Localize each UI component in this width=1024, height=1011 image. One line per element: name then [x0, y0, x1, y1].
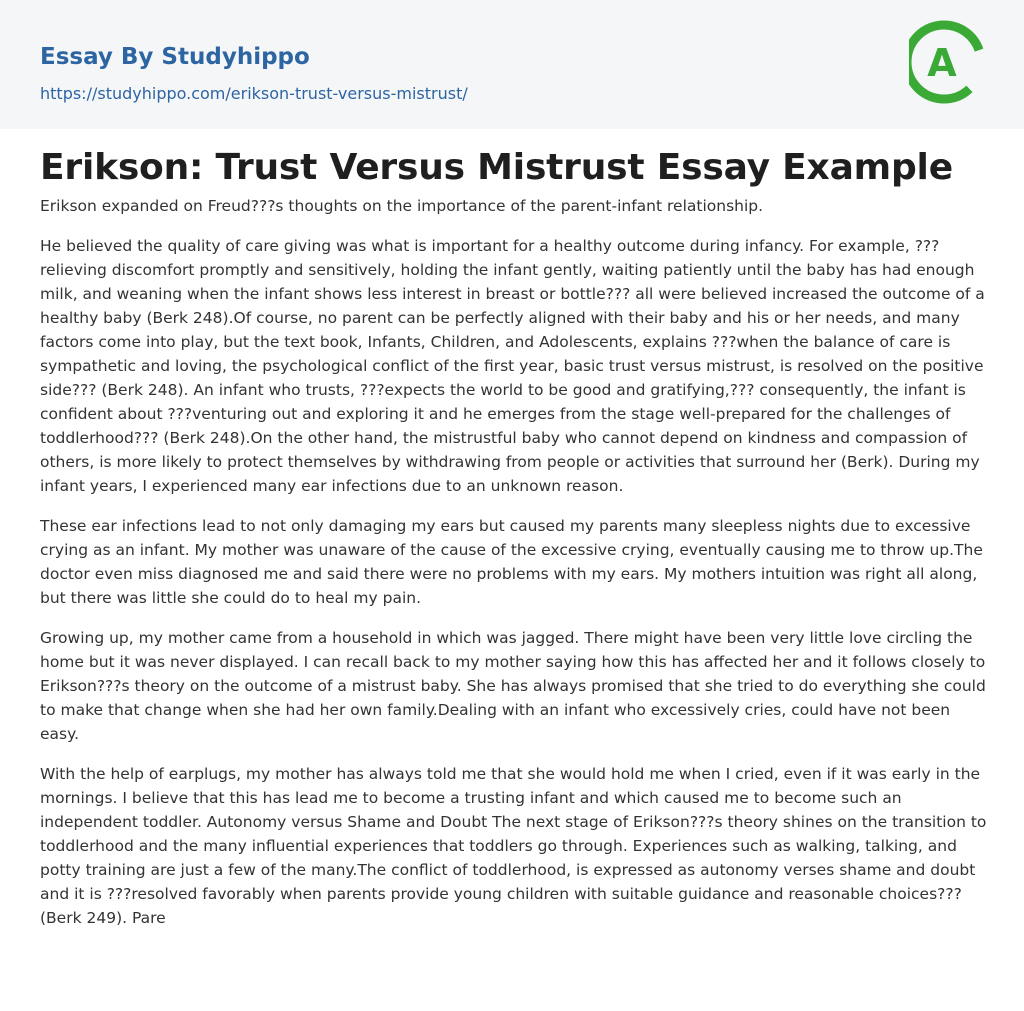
essay-body [40, 194, 988, 946]
essay-title: Erikson: Trust Versus Mistrust Essay Example [40, 147, 953, 188]
source-url-link[interactable]: https://studyhippo.com/erikson-trust-versus-mistrust/ [40, 84, 468, 103]
site-brand[interactable]: Essay By Studyhippo [40, 44, 310, 70]
essay-paragraph: With the help of earplugs, my mother has always told me that she would hold me when I cried, even if it was early in the mornings. I believe that this has lead me to become a trusting infant and which caused me to become such an independent toddler. Autonomy versus Shame and Doubt The next stage of Erikson???s theory shines on the transition to toddlerhood and the many influential experiences that toddlers go through. Experiences such as walking, talking, and potty training are just a few of the many.The conflict of toddlerhood, is expressed as autonomy verses shame and doubt and it is ???resolved favorably when parents provide young children with suitable guidance and reasonable choices??? (Berk 249). Pare [40, 765, 987, 927]
essay-paragraph: Erikson expanded on Freud???s thoughts on the importance of the parent-infant relationship. [40, 197, 764, 215]
logo-letter: A [927, 41, 957, 85]
essay-paragraph: He believed the quality of care giving was what is important for a healthy outcome during infancy. For example, ??? relieving discomfort promptly and sensitively, holding the infant gently, waiting patiently until the baby has had enough milk, and weaning when the infant shows less interest in breast or bottle??? all were believed increased the outcome of a healthy baby (Berk 248).Of course, no parent can be perfectly aligned with their baby and his or her needs, and many factors come into play, but the text book, Infants, Children, and Adolescents, explains ???when the balance of care is sympathetic and loving, the psychological conflict of the first year, basic trust versus mistrust, is resolved on the positive side??? (Berk 248). An infant who trusts, ???expects the world to be good and gratifying,??? consequently, the infant is confident about ???venturing out and exploring it and he emerges from the stage well-prepared for the challenges of toddlerhood??? (Berk 248).On the other hand, the mistrustful baby who cannot depend on kindness and compassion of others, is more likely to protect themselves by withdrawing from people or activities that surround her (Berk). During my infant years, I experienced many ear infections due to an unknown reason. [40, 237, 985, 495]
essay-paragraph: These ear infections lead to not only damaging my ears but caused my parents many sleepless nights due to excessive crying as an infant. My mother was unaware of the cause of the excessive crying, eventually causing me to throw up.The doctor even miss diagnosed me and said there were no problems with my ears. My mothers intuition was right all along, but there was little she could do to heal my pain. [40, 517, 983, 607]
essay-paragraph: Growing up, my mother came from a household in which was jagged. There might have been very little love circling the home but it was never displayed. I can recall back to my mother saying how this has affected her and it follows closely to Erikson???s theory on the outcome of a mistrust baby. She has always promised that she tried to do everything she could to make that change when she had her own family.Dealing with an infant who excessively cries, could have not been easy. [40, 629, 986, 743]
